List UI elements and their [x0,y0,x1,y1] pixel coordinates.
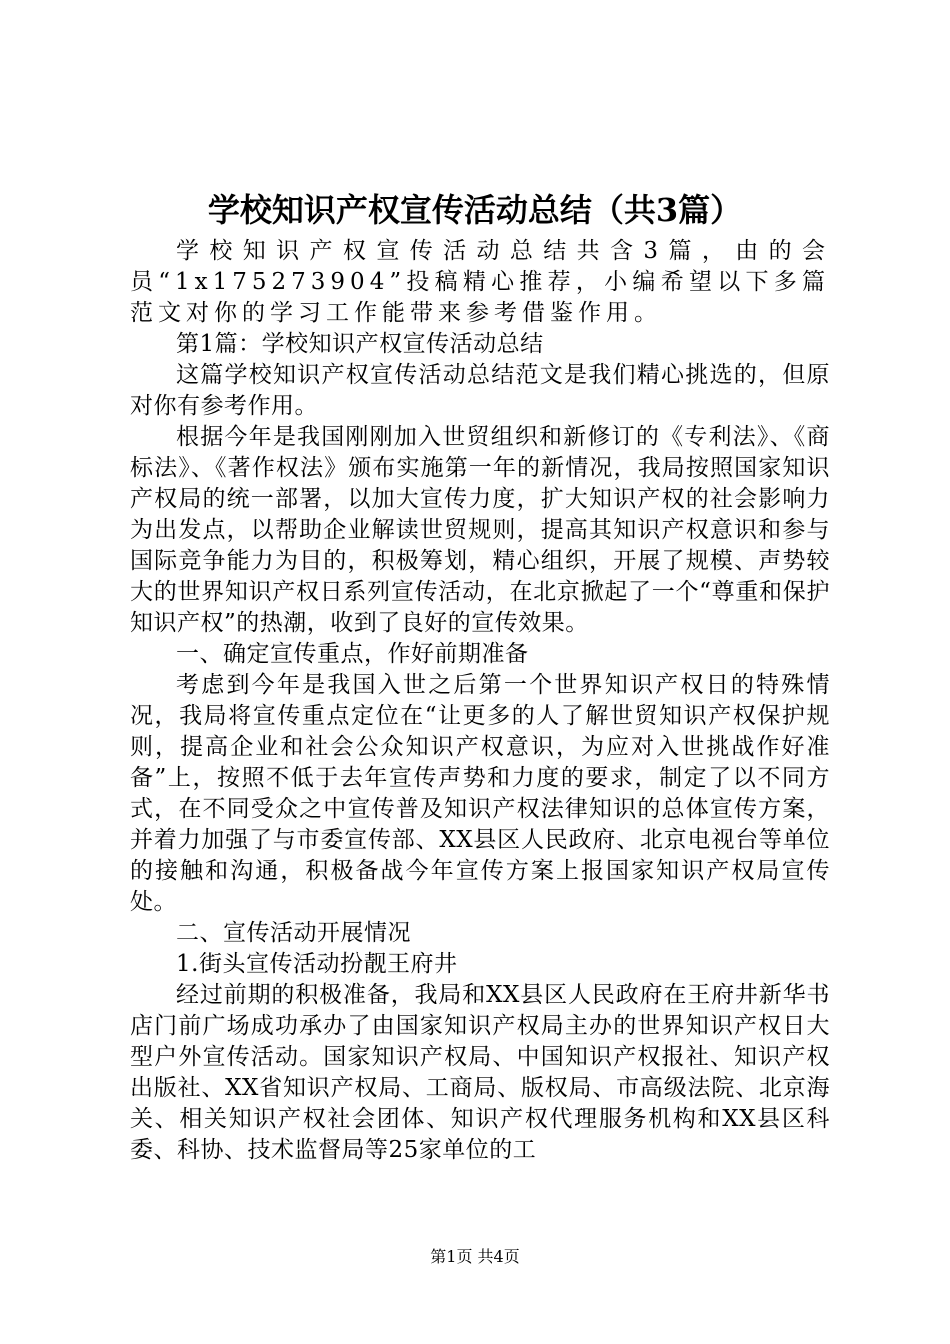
page-footer: 第1页 共4页 [430,1247,520,1266]
body-paragraph-3: 经过前期的积极准备，我局和XX县区人民政府在王府井新华书店门前广场成功承办了由国家知识产权局主办的世界知识产权日大型户外宣传活动。国家知识产权局、中国知识产权报社、知识产权出版社、XX省知识产权局、工商局、版权局、市高级法院、北京海关、相关知识产权社会团体、知识产权代理服务机构和XX县区科委、科协、技术监督局等25家单位的工 [130,982,830,1163]
body-paragraph-1: 根据今年是我国刚刚加入世贸组织和新修订的《专利法》、《商标法》、《著作权法》颁布实施第一年的新情况，我局按照国家知识产权局的统一部署，以加大宣传力度，扩大知识产权的社会影响力为出发点，以帮助企业解读世贸规则，提高其知识产权意识和参与国际竞争能力为目的，积极筹划，精心组织，开展了规模、声势较大的世界知识产权日系列宣传活动，在北京掀起了一个“尊重和保护知识产权”的热潮，收到了良好的宣传效果。 [130,424,830,636]
chapter-heading: 第1篇：学校知识产权宣传活动总结 [176,331,544,357]
chapter-intro-paragraph: 这篇学校知识产权宣传活动总结范文是我们精心挑选的，但原对你有参考作用。 [130,362,830,419]
document-title: 学校知识产权宣传活动总结（共3篇） [207,191,743,229]
body-paragraph-2: 考虑到今年是我国入世之后第一个世界知识产权日的特殊情况，我局将宣传重点定位在“让更多的人了解世贸知识产权保护规则，提高企业和社会公众知识产权意识，为应对入世挑战作好准备”上，按照不低于去年宣传声势和力度的要求，制定了以不同方式，在不同受众之中宣传普及知识产权法律知识的总体宣传方案，并着力加强了与市委宣传部、XX县区人民政府、北京电视台等单位的接触和沟通，积极备战今年宣传方案上报国家知识产权局宣传处。 [130,672,830,915]
intro-paragraph: 学校知识产权宣传活动总结共含3篇，由的会员“1x175273904”投稿精心推荐，小编希望以下多篇范文对你的学习工作能带来参考借鉴作用。 [130,238,830,326]
subsection-heading-1: 1.街头宣传活动扮靓王府井 [176,951,458,977]
section-heading-1: 一、确定宣传重点，作好前期准备 [176,641,529,667]
section-heading-2: 二、宣传活动开展情况 [176,920,411,946]
document-body [130,236,830,1166]
